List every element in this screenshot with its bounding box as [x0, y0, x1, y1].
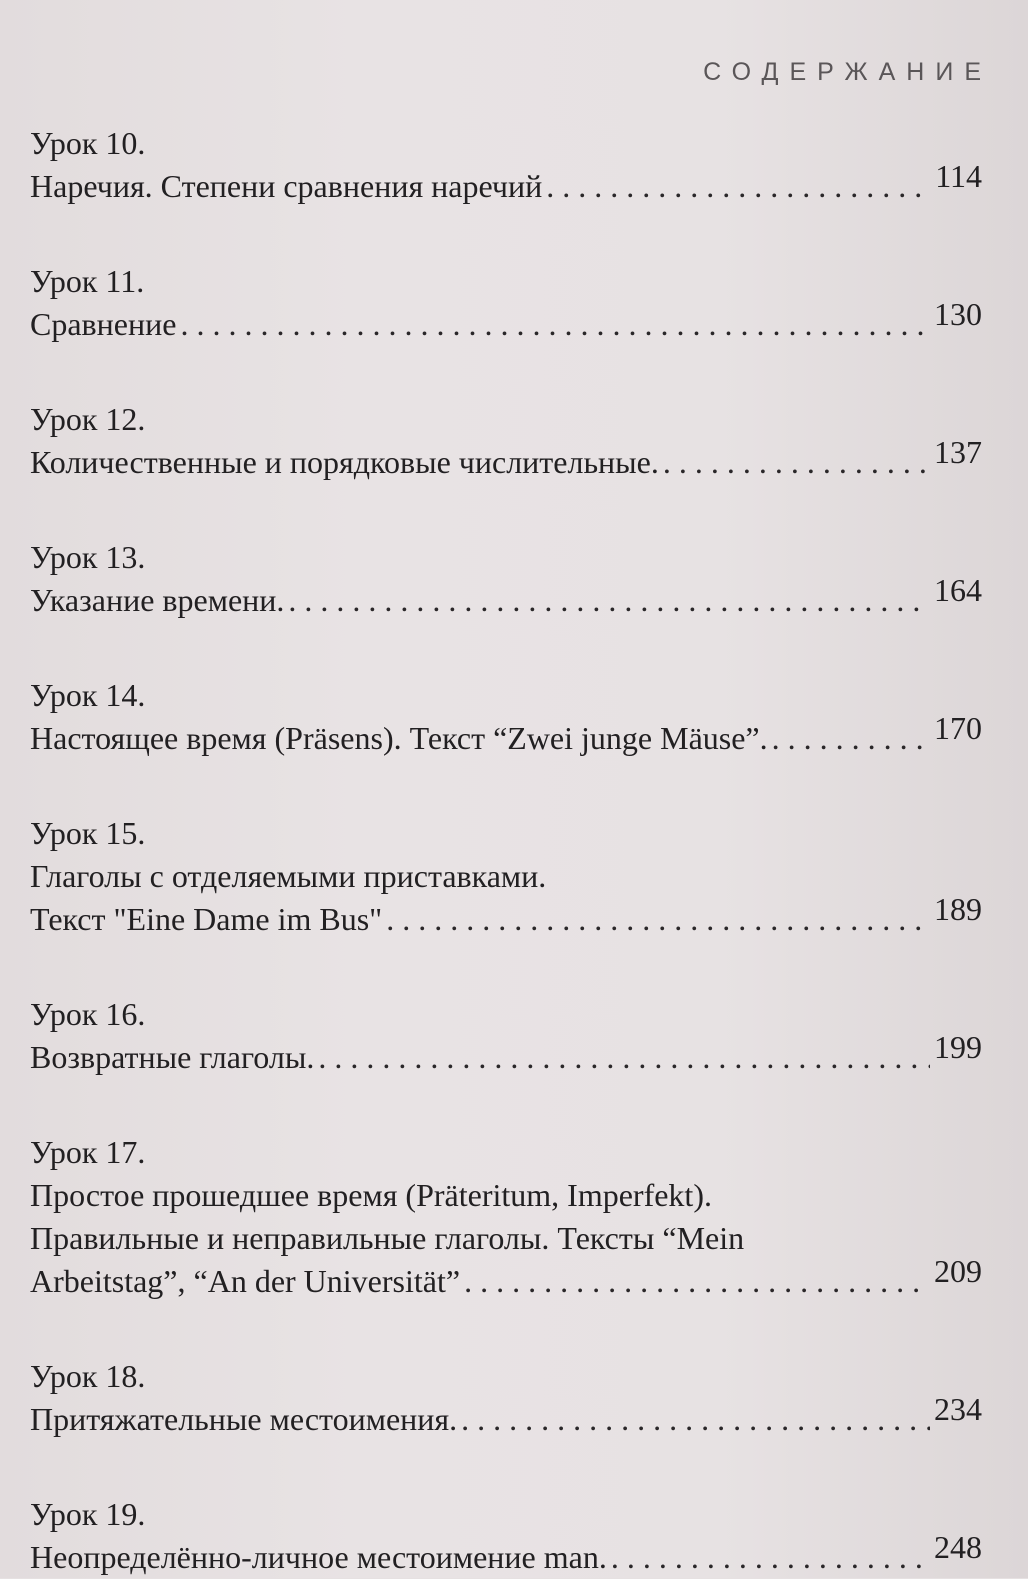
lesson-title: Текст "Eine Dame im Bus"	[30, 901, 383, 937]
page-number: 199	[934, 1029, 982, 1065]
page-number: 137	[934, 434, 982, 470]
lesson-title-line: Правильные и неправильные глаголы. Тексты “Mein	[30, 1220, 745, 1256]
toc-line	[30, 296, 982, 346]
dot-leader	[546, 165, 931, 208]
page-number: 164	[934, 572, 982, 608]
lesson-title: Неопределённо-личное местоимение man.	[30, 1539, 607, 1575]
lesson-title: Количественные и порядковые числительные.	[30, 444, 659, 480]
lesson-number: Урок 19.	[30, 1496, 146, 1532]
toc-line	[30, 1391, 982, 1441]
dot-leader	[464, 1260, 930, 1303]
lesson-number: Урок 15.	[30, 815, 146, 851]
page-number: 189	[934, 891, 982, 927]
page-number: 248	[934, 1529, 982, 1565]
page-number: 209	[934, 1253, 982, 1289]
toc-entry	[30, 1131, 982, 1303]
toc-entry	[30, 536, 982, 622]
toc-entry	[30, 398, 982, 484]
dot-leader	[318, 1036, 930, 1079]
toc-entry	[30, 674, 982, 760]
toc-entry	[30, 993, 982, 1079]
lesson-number: Урок 12.	[30, 401, 146, 437]
lesson-number: Урок 10.	[30, 125, 146, 161]
lesson-number: Урок 18.	[30, 1358, 146, 1394]
dot-leader	[611, 1536, 930, 1579]
dot-leader	[386, 898, 930, 941]
lesson-number: Урок 14.	[30, 677, 146, 713]
table-of-contents	[30, 122, 982, 1579]
lesson-title: Возвратные глаголы.	[30, 1039, 315, 1075]
toc-entry	[30, 122, 982, 208]
lesson-title: Arbeitstag”, “An der Universität”	[30, 1263, 461, 1299]
toc-line	[30, 891, 982, 941]
lesson-title: Притяжательные местоимения.	[30, 1401, 458, 1437]
page-number: 234	[934, 1391, 982, 1427]
toc-line	[30, 1029, 982, 1079]
lesson-number: Урок 17.	[30, 1134, 146, 1170]
dot-leader	[461, 1398, 930, 1441]
toc-line	[30, 158, 982, 208]
lesson-title: Указание времени.	[30, 582, 285, 618]
toc-entry	[30, 260, 982, 346]
toc-entry	[30, 812, 982, 941]
dot-leader	[288, 579, 930, 622]
toc-line	[30, 1253, 982, 1303]
lesson-number: Урок 11.	[30, 263, 145, 299]
toc-line	[30, 1529, 982, 1579]
dot-leader	[180, 303, 930, 346]
page-number: 170	[934, 710, 982, 746]
running-head: СОДЕРЖАНИЕ	[703, 58, 992, 86]
toc-entry	[30, 1493, 982, 1579]
lesson-title: Сравнение	[30, 306, 177, 342]
page-number: 114	[935, 158, 982, 194]
page-number: 130	[934, 296, 982, 332]
lesson-number: Урок 16.	[30, 996, 146, 1032]
toc-entry	[30, 1355, 982, 1441]
lesson-title: Наречия. Степени сравнения наречий	[30, 168, 543, 204]
lesson-number: Урок 13.	[30, 539, 146, 575]
dot-leader	[663, 441, 930, 484]
dot-leader	[772, 717, 930, 760]
toc-line	[30, 434, 982, 484]
toc-line	[30, 710, 982, 760]
lesson-title: Настоящее время (Präsens). Текст “Zwei junge Mäuse”.	[30, 720, 768, 756]
lesson-title-line: Глаголы с отделяемыми приставками.	[30, 858, 547, 894]
toc-line	[30, 572, 982, 622]
lesson-title-line: Простое прошедшее время (Präteritum, Imperfekt).	[30, 1177, 712, 1213]
